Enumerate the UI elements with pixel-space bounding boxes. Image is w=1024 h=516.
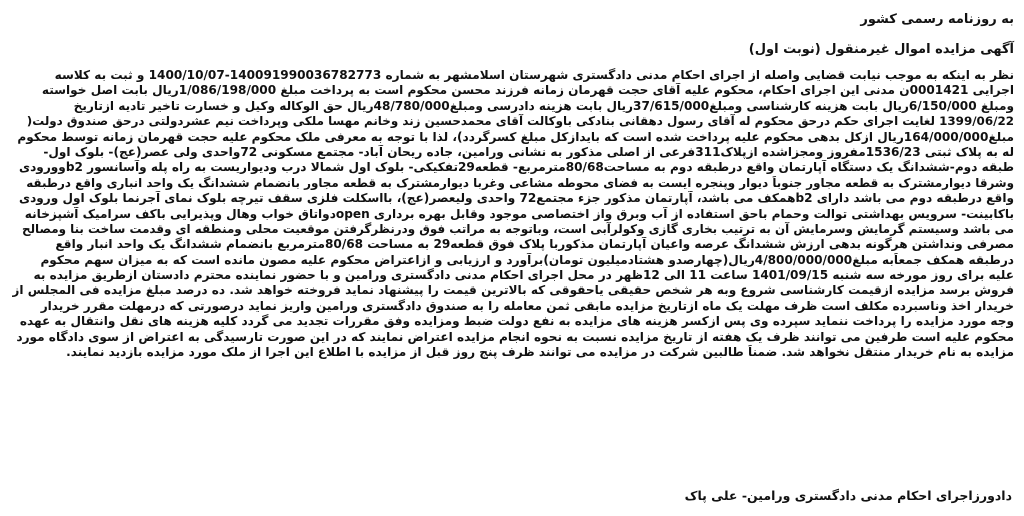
notice-body [12,68,1014,360]
signature: دادورزاجرای احکام مدنی دادگستری ورامین- علی پاک [684,488,1012,503]
body-line: علیه برای روز مورخه سه شنبه 1401/09/15 ساعت 11 الی 12ظهر در محل اجرای احکام مدنی دادگستری ورامین و با حضور نماینده محترم دادستان ازطریق مزایده به [33,268,1014,283]
body-line: می باشد وسیستم گرمایش وسرمایش آن به ترتیب بخاری گازی وکولرآبی است، وباتوجه به مراتب فوق ودرنظرگرفتن موقعیت محلی ومنطقه ای وقدمت ساخت بنا ومصالح [22,221,1014,236]
body-line: باکابینت- سرویس بهداشتی توالت وحمام باحق استفاده از آب وبرق واز اختصاصی موجود وقابل بهره برداری openدواتاق خواب وهال وپذیرایی باکف سرامیک آشپزخانه [24,206,1014,221]
body-line: مبلغ164/000/000ریال ازکل بدهی محکوم علیه پرداخت شده است که بایدازکل مبلغ کسرگردد)، لذا با توجه به معرفی ملک محکوم علیه حجت قهرمان زمانه توسط محکوم [17,129,1014,144]
body-line: مزایده به نام خریدار منتقل نخواهد شد. ضمناً طالبین شرکت در مزایده می توانند ظرف پنج روز قبل از مزایده با اطلاع این اجرا از ملک مورد مزایده بازدید نمایند. [66,345,1014,360]
body-line: فروش برسد مزایده ازقیمت کارشناسی شروع وبه هر شخص حقیقی یاحقوقی که بالاترین قیمت را پیشنهاد نماید فروخته خواهد شد. ده درصد مبلغ مزایده فی المجلس از [12,283,1014,298]
body-line: وشرقا دیوارمشترک به قطعه مجاور جنوباً دیوار وپنجره ایست به فضای محوطه مشاعی وغربا دیوارمشترک به قطعه مجاور بانضمام ششدانگ یک واحد انباری واقع درطبقه [26,175,1014,190]
body-line: واقع درطبقه دوم می باشد دارای b2همکف می باشد، آپارتمان مذکور جزء مجتمع72 واحدی ولیعصر(عج)، بااسکلت فلزی سقف تیرچه بلوک نمای آجرنما بلوک اول ورودی [19,191,1014,206]
notice-title: آگهی مزایده اموال غیرمنقول (نوبت اول) [748,42,1014,57]
body-line: وجه مورد مزایده را پرداخت ننماید سپرده وی پس ازکسر هزینه های مزایده به نفع دولت ضبط ومزایده وفق مقررات تجدید می گردد کلیه هزینه های نقل وانتقال به عهده [19,314,1014,329]
body-line: خریدار اخذ وناسبرده مکلف است ظرف مهلت یک ماه ازتاریخ مزایده مابقی ثمن معامله را به صندوق دادگستری ورامین واریز نماید درصورتی که درمهلت مقرر خریدار [40,298,1014,313]
body-line: طبقه دوم-ششدانگ یک دستگاه آپارتمان واقع درطبقه دوم به مساحت80/68مترمربع- قطعه29تفکیکی- بلوک اول شمالا درب ودیواریست به راه پله وآسانسور b2وورودی [19,160,1014,175]
body-line: نظر به اینکه به موجب نیابت قضایی واصله از اجرای احکام مدنی دادگستری شهرستان اسلامشهر به شماره 140091990036782773-1400/10/07 و ثبت به کلاسه [54,68,1014,82]
body-line: مصرفی ونداشتن هرگونه بدهی ارزش ششدانگ عرصه واعیان آپارتمان مذکوربا پلاک فوق قطعه29 به مساحت 80/68مترمربع بانضمام ششدانگ یک واحد انبار واقع [55,237,1014,252]
body-line: له به پلاک ثبتی 1536/23مفروز ومجزاشده ازپلاک311فرعی از اصلی مذکور به نشانی ورامین، جاده ریحان آباد- مجتمع مسکونی 72واحدی ولی عصر(عج)- بلوک اول- [43,144,1014,159]
body-line: محکوم علیه است طرفین می توانند ظرف یک هفته از تاریخ مزایده نسبت به نحوه انجام مزایده اعتراض نمایند که در این صورت تارسیدگی به اعتراض از سوی دادگاه مورد [16,329,1014,344]
body-line: 1399/06/22 لغایت اجرای حکم درحق محکوم له آقای رسول دهقانی بنادکی باوکالت آقای محمدحسین زند وخانم مهسا ملکی وپرداخت نیم عشردولتی درحق صندوق دولت( [26,114,1014,129]
body-line: درطبقه همکف جمعاًبه مبلغ4/800/000/000ریال(چهارصدو هشتادمیلیون تومان)برآورد و ارزیابی و ازاعتراض محکوم علیه مصون مانده است که به میزان سهم محکوم [40,252,1014,267]
newspaper-heading: به روزنامه رسمی کشور [860,12,1014,27]
body-line: اجرایی 0001421ن مدنی این اجرای احکام، محکوم علیه آقای حجت قهرمان زمانه فرزند محسن محکوم است به پرداخت مبلغ 1/086/198/000ریال بابت اصل خواسته [41,83,1014,98]
body-line: ومبلغ 6/150/000ریال بابت هزینه کارشناسی ومبلغ37/615/000ریال بابت هزینه دادرسی ومبلغ48/780/000ریال حق الوکاله وکیل و خسارت تاخیر تادیه ازتاریخ [73,98,1014,113]
